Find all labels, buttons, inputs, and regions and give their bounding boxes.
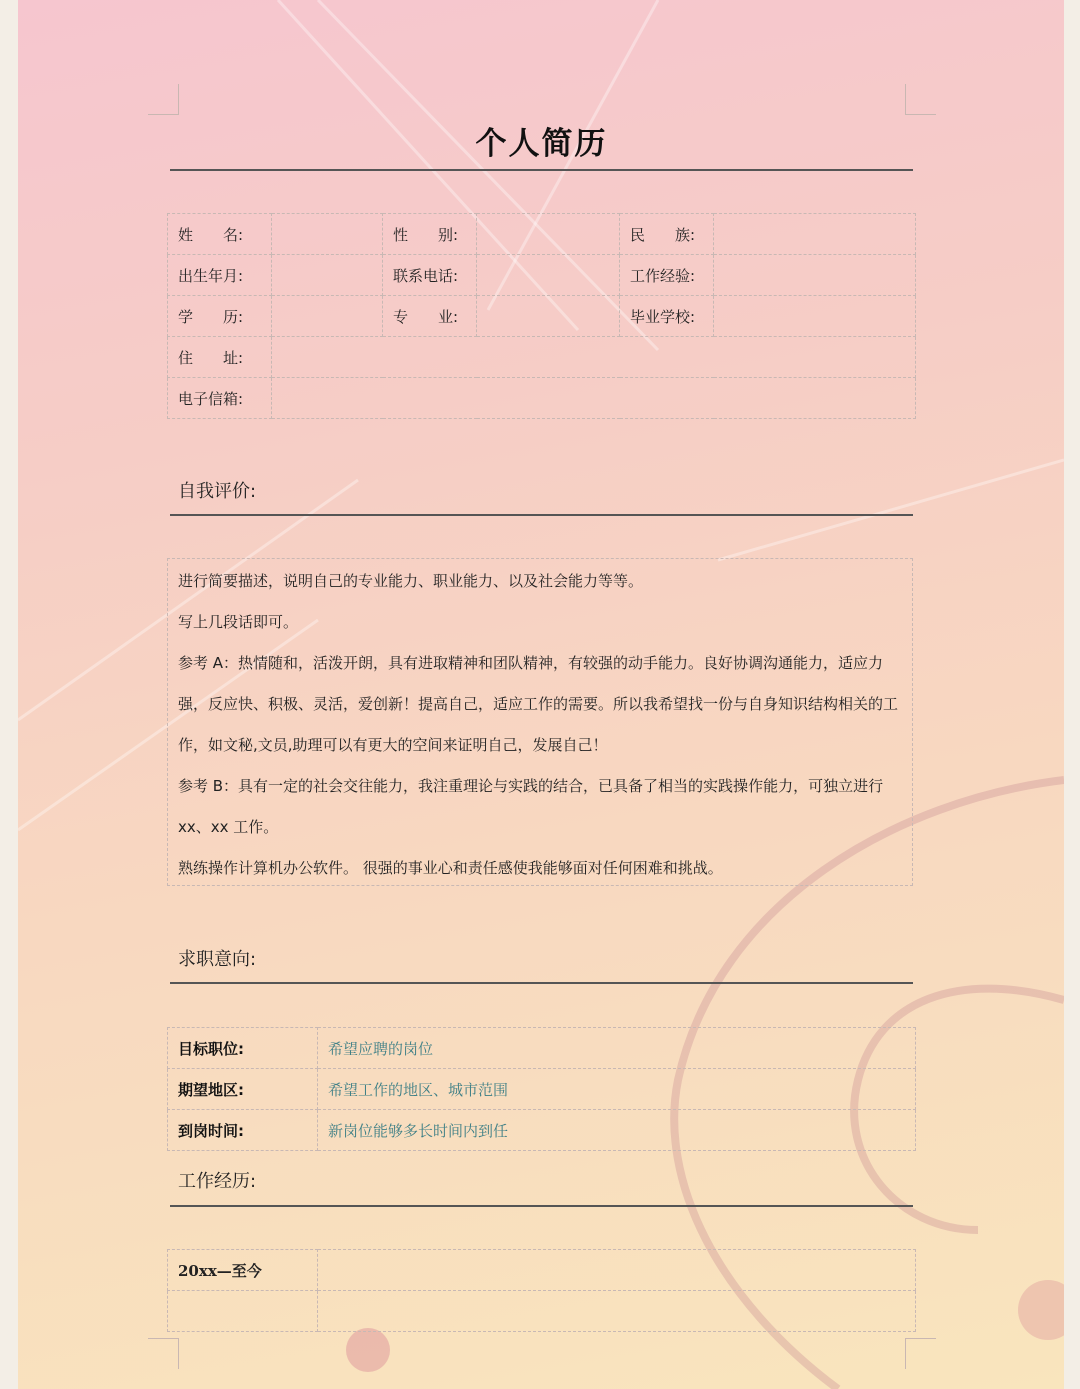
resume-page [18,0,1064,1389]
field-label-phone: 联系电话: [383,255,477,296]
job-intention-heading: 求职意向: [178,949,257,970]
basic-info-table [167,213,916,419]
work-experience-heading: 工作经历: [178,1171,257,1192]
field-value-education[interactable] [272,296,383,337]
work-detail[interactable] [318,1291,916,1332]
table-row [168,1028,916,1069]
intent-label-start-time: 到岗时间: [168,1110,318,1151]
title-divider [170,169,913,171]
field-label-school: 毕业学校: [620,296,714,337]
table-row [168,1069,916,1110]
field-label-major: 专 业: [383,296,477,337]
intent-value-start-time[interactable]: 新岗位能够多长时间内到任 [318,1110,916,1151]
intent-value-position[interactable]: 希望应聘的岗位 [318,1028,916,1069]
table-row [168,337,916,378]
job-intention-divider [170,982,913,984]
eval-line: 参考 A：热情随和，活泼开朗，具有进取精神和团队精神，有较强的动手能力。良好协调沟通能力，适应力强，反应快、积极、灵活，爱创新！提高自己，适应工作的需要。所以我希望找一份与自身知识结构相关的工作，如文秘,文员,助理可以有更大的空间来证明自己，发展自己！ [178,654,899,754]
work-experience-table [167,1249,916,1332]
field-value-email[interactable] [272,378,916,419]
job-intention-table [167,1027,916,1151]
work-experience-divider [170,1205,913,1207]
corner-mark-top-right [905,84,936,115]
field-value-ethnicity[interactable] [714,214,916,255]
field-value-major[interactable] [477,296,620,337]
table-row [168,378,916,419]
work-period[interactable] [168,1291,318,1332]
work-detail[interactable] [318,1250,916,1291]
field-label-address: 住 址: [168,337,272,378]
field-value-school[interactable] [714,296,916,337]
eval-line: 写上几段话即可。 [178,613,299,631]
table-row [168,296,916,337]
eval-line: 进行简要描述，说明自己的专业能力、职业能力、以及社会能力等等。 [178,572,644,590]
eval-line: 熟练操作计算机办公软件。 很强的事业心和责任感使我能够面对任何困难和挑战。 [178,859,723,877]
self-evaluation-heading: 自我评价: [178,481,257,502]
field-value-address[interactable] [272,337,916,378]
field-value-phone[interactable] [477,255,620,296]
field-label-ethnicity: 民 族: [620,214,714,255]
table-row [168,1291,916,1332]
corner-mark-bottom-right [905,1338,936,1369]
field-label-name: 姓 名: [168,214,272,255]
table-row [168,214,916,255]
page-title: 个人简历 [475,126,608,162]
field-label-birth-date: 出生年月: [168,255,272,296]
self-evaluation-divider [170,514,913,516]
table-row [168,1110,916,1151]
table-row [168,1250,916,1291]
field-label-experience: 工作经验: [620,255,714,296]
field-value-gender[interactable] [477,214,620,255]
table-row [168,255,916,296]
corner-mark-top-left [148,84,179,115]
field-label-email: 电子信箱: [168,378,272,419]
intent-label-position: 目标职位: [168,1028,318,1069]
field-label-education: 学 历: [168,296,272,337]
field-label-gender: 性 别: [383,214,477,255]
field-value-name[interactable] [272,214,383,255]
field-value-birth-date[interactable] [272,255,383,296]
intent-label-region: 期望地区: [168,1069,318,1110]
field-value-experience[interactable] [714,255,916,296]
corner-mark-bottom-left [148,1338,179,1369]
eval-line: 参考 B：具有一定的社会交往能力，我注重理论与实践的结合，已具备了相当的实践操作能力，可独立进行 xx、xx 工作。 [178,777,884,836]
work-period[interactable]: 20xx—至今 [168,1250,318,1291]
self-evaluation-box[interactable] [167,558,913,886]
intent-value-region[interactable]: 希望工作的地区、城市范围 [318,1069,916,1110]
